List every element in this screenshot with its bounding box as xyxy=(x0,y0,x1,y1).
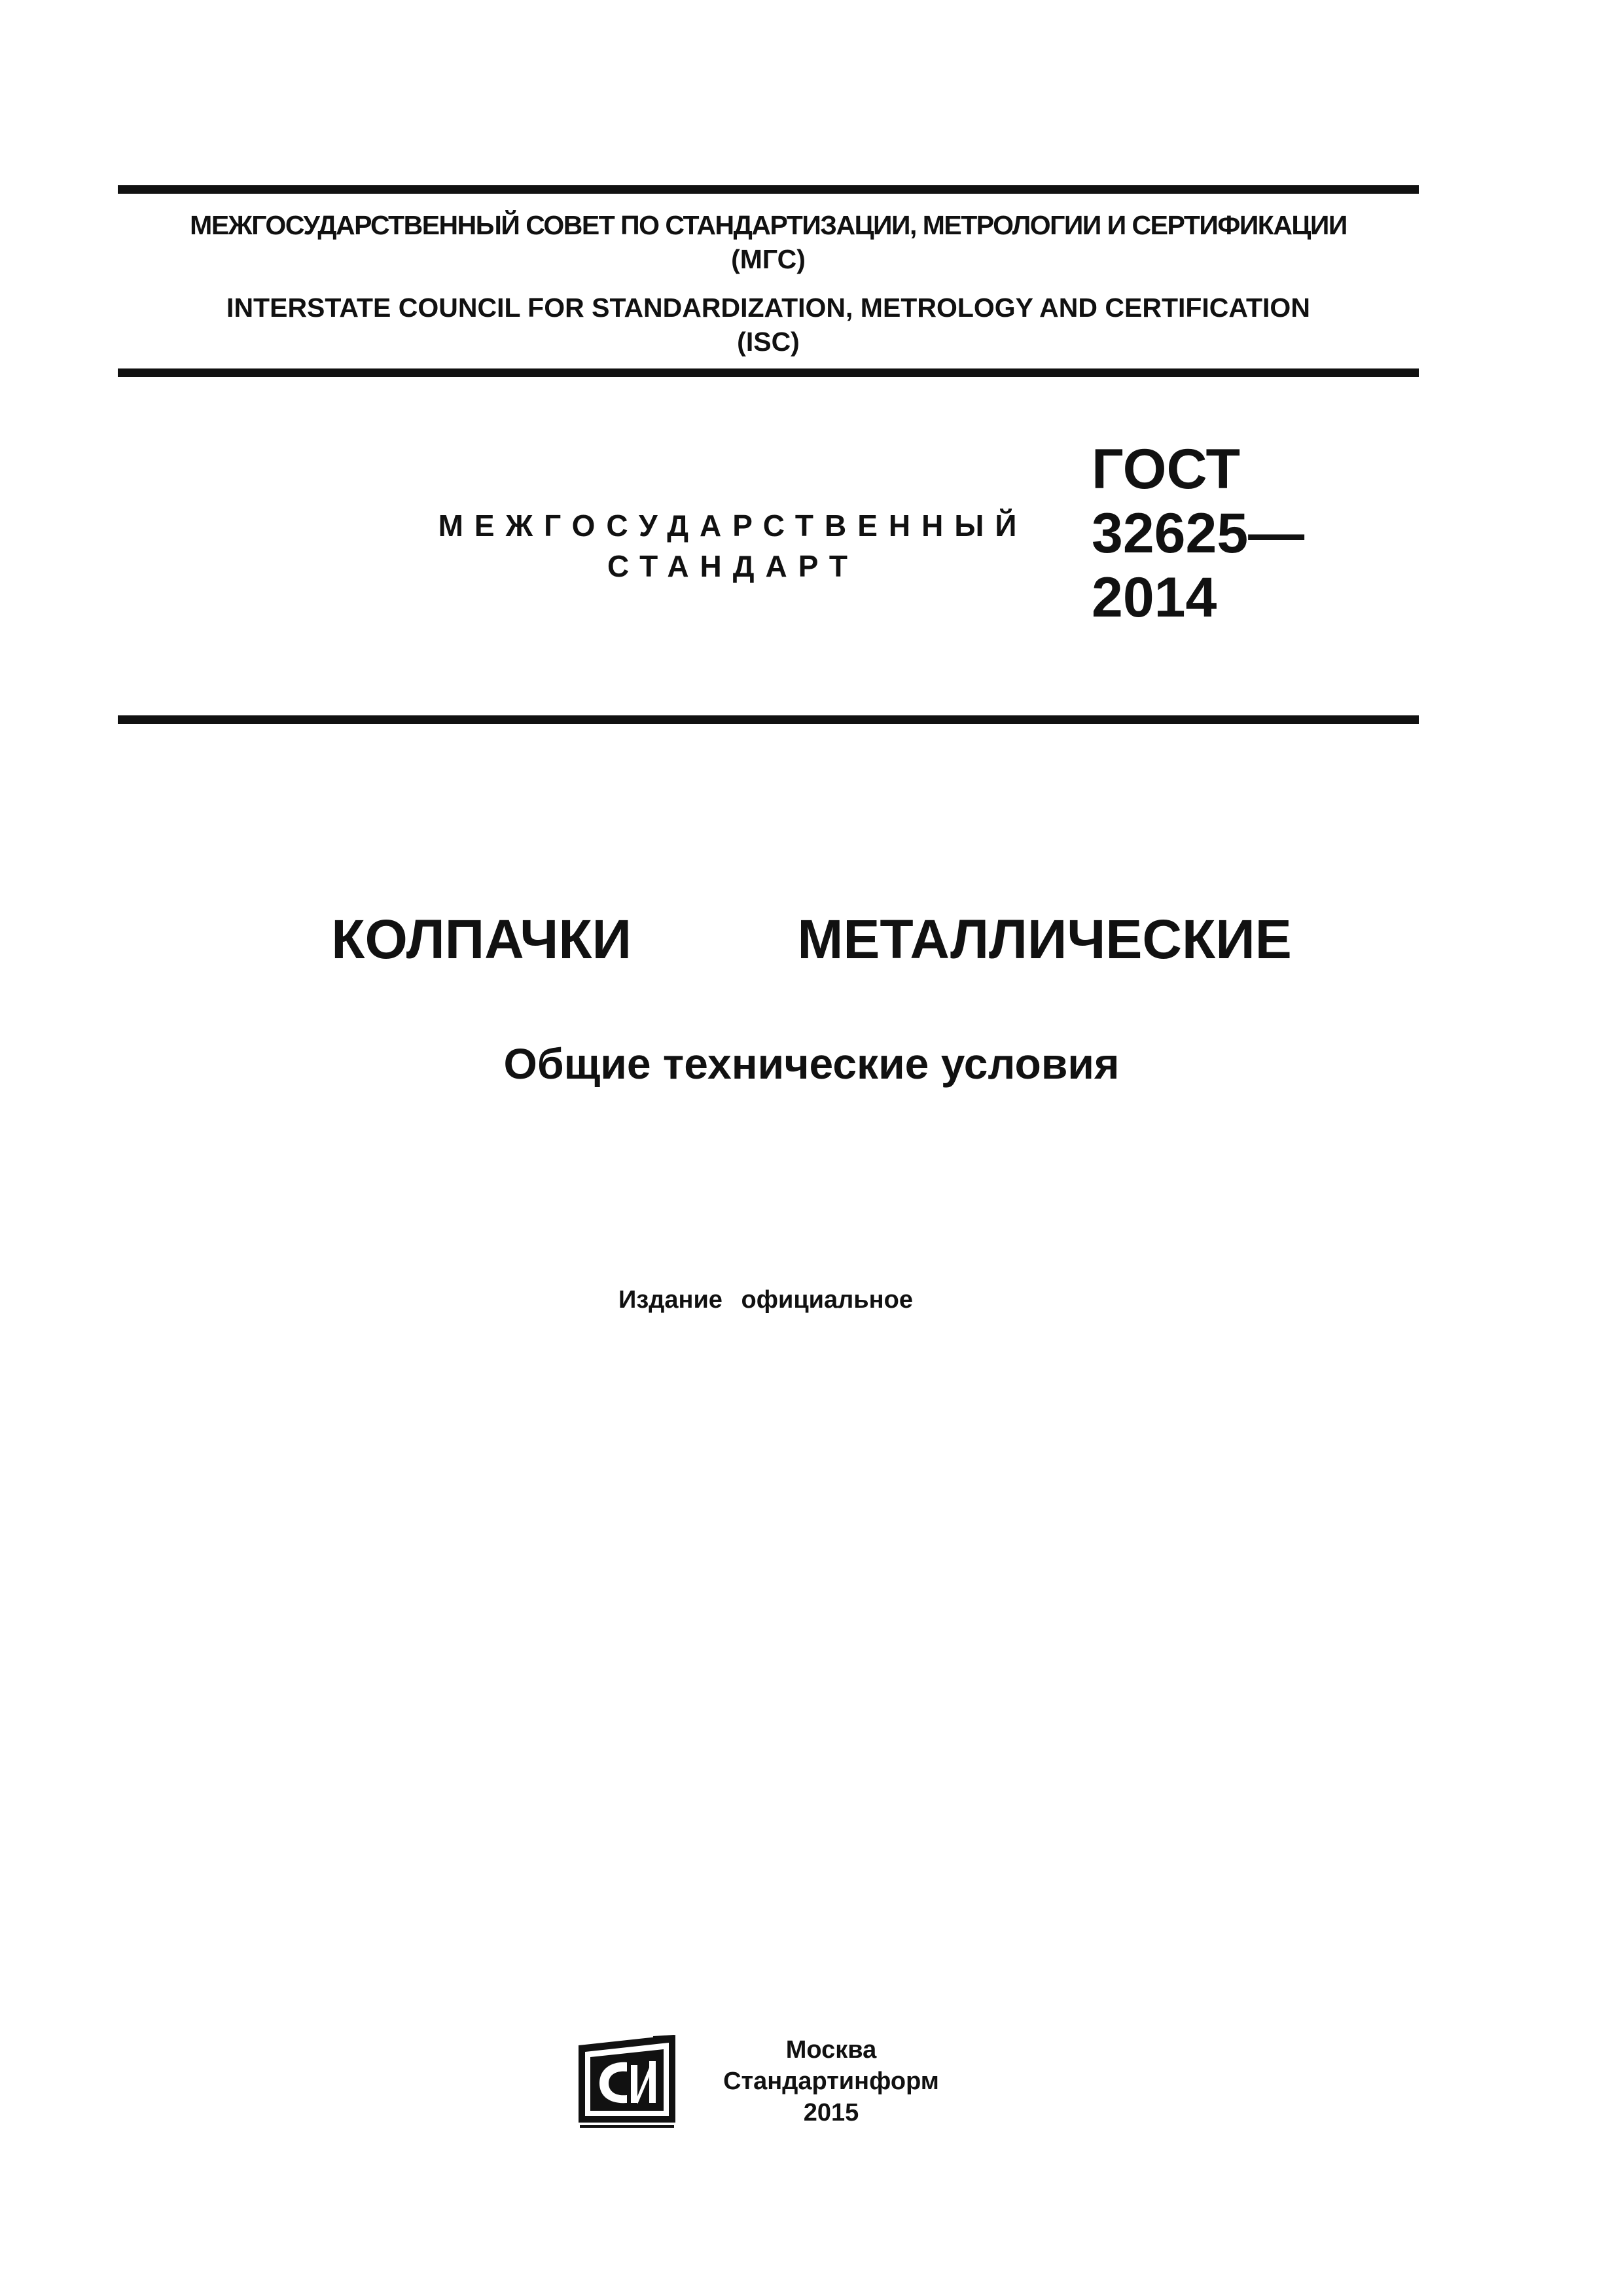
council-name-en: INTERSTATE COUNCIL FOR STANDARDIZATION, METROLOGY AND CERTIFICATION xyxy=(226,293,1310,323)
gost-designation xyxy=(1092,437,1304,630)
top-rule xyxy=(118,185,1419,194)
publisher-city: Москва xyxy=(785,2036,877,2064)
designation-bottom-rule xyxy=(118,715,1419,724)
publisher-year: 2015 xyxy=(803,2099,859,2126)
publisher-name: Стандартинформ xyxy=(723,2068,939,2095)
standard-type-label xyxy=(432,505,1034,586)
document-subtitle: Общие технические условия xyxy=(503,1039,1120,1088)
standard-type-line1: МЕЖГОСУДАРСТВЕННЫЙ xyxy=(438,509,1028,543)
gost-year: 2014 xyxy=(1092,566,1217,629)
gost-prefix: ГОСТ xyxy=(1092,438,1241,501)
standartinform-logo-icon xyxy=(576,2031,681,2129)
council-abbr-ru: (МГС) xyxy=(731,244,806,274)
publisher-block xyxy=(694,2034,969,2128)
standard-type-line2: СТАНДАРТ xyxy=(607,549,859,583)
edition-note: Издание официальное xyxy=(618,1286,913,1314)
council-header xyxy=(118,208,1419,359)
header-bottom-rule xyxy=(118,368,1419,377)
council-abbr-en: (ISC) xyxy=(737,327,800,357)
council-name-ru: МЕЖГОСУДАРСТВЕННЫЙ СОВЕТ ПО СТАНДАРТИЗАЦИИ, МЕТРОЛОГИИ И СЕРТИФИКАЦИИ xyxy=(190,210,1347,240)
document-title: КОЛПАЧКИ МЕТАЛЛИЧЕСКИЕ xyxy=(331,908,1292,970)
gost-number: 32625— xyxy=(1092,502,1305,565)
